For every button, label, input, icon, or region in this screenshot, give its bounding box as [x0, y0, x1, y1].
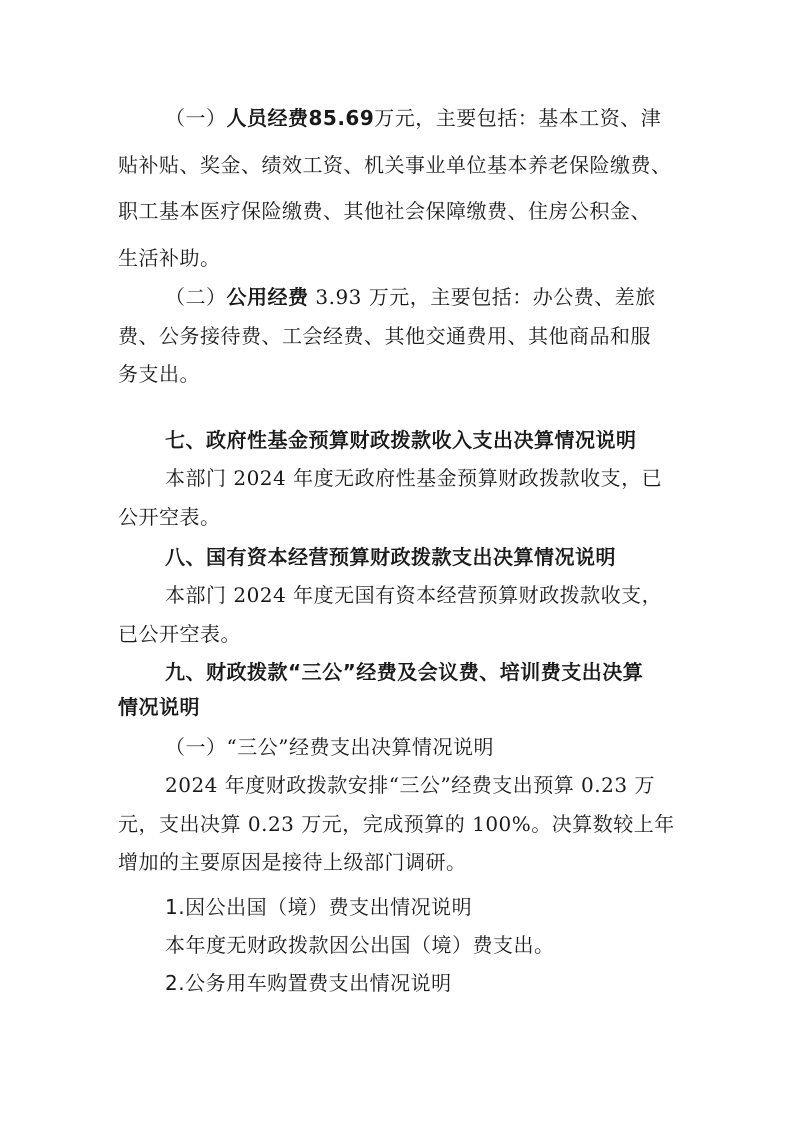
item-prefix: （二）	[165, 285, 227, 309]
personnel-expense-text: 万元，主要包括：基本工资、津	[374, 106, 662, 130]
personnel-expense-line-2: 贴补贴、奖金、绩效工资、机关事业单位基本养老保险缴费、	[118, 153, 672, 177]
vehicle-purchase-title: 2.公务用车购置费支出情况说明	[165, 971, 452, 995]
personnel-expense-label: 人员经费	[226, 106, 309, 130]
three-public-subheading: （一）“三公”经费支出决算情况说明	[165, 735, 494, 759]
section-9-heading-line-1: 九、财政拨款“三公”经费及会议费、培训费支出决算	[165, 660, 644, 684]
public-expense-line-3: 务支出。	[118, 362, 200, 386]
public-expense-text: 3.93 万元，主要包括：办公费、差旅	[308, 285, 656, 309]
section-8-line-2: 已公开空表。	[118, 622, 241, 646]
public-expense-line-1	[165, 283, 656, 311]
three-public-line-1: 2024 年度财政拨款安排“三公”经费支出预算 0.23 万	[165, 773, 655, 797]
section-9-heading-line-2: 情况说明	[118, 695, 200, 719]
section-7-line-1: 本部门 2024 年度无政府性基金预算财政拨款收支，已	[165, 466, 663, 490]
item-prefix: （一）	[165, 106, 227, 130]
personnel-expense-line-3: 职工基本医疗保险缴费、其他社会保障缴费、住房公积金、	[118, 199, 651, 223]
personnel-expense-line-1	[165, 104, 661, 132]
section-8-heading: 八、国有资本经营预算财政拨款支出决算情况说明	[165, 545, 616, 569]
section-7-heading: 七、政府性基金预算财政拨款收入支出决算情况说明	[165, 428, 637, 452]
three-public-line-3: 增加的主要原因是接待上级部门调研。	[118, 850, 467, 874]
personnel-expense-amount: 85.69	[308, 106, 375, 130]
public-expense-line-2: 费、公务接待费、工会经费、其他交通费用、其他商品和服	[118, 324, 651, 348]
overseas-expense-text: 本年度无财政拨款因公出国（境）费支出。	[165, 933, 555, 957]
section-8-line-1: 本部门 2024 年度无国有资本经营预算财政拨款收支，	[165, 583, 663, 607]
overseas-expense-title: 1.因公出国（境）费支出情况说明	[165, 895, 473, 919]
three-public-line-2: 元，支出决算 0.23 万元，完成预算的 100%。决算数较上年	[118, 812, 675, 836]
public-expense-label: 公用经费	[226, 285, 309, 309]
section-7-line-2: 公开空表。	[118, 505, 221, 529]
personnel-expense-line-4: 生活补助。	[118, 246, 221, 270]
